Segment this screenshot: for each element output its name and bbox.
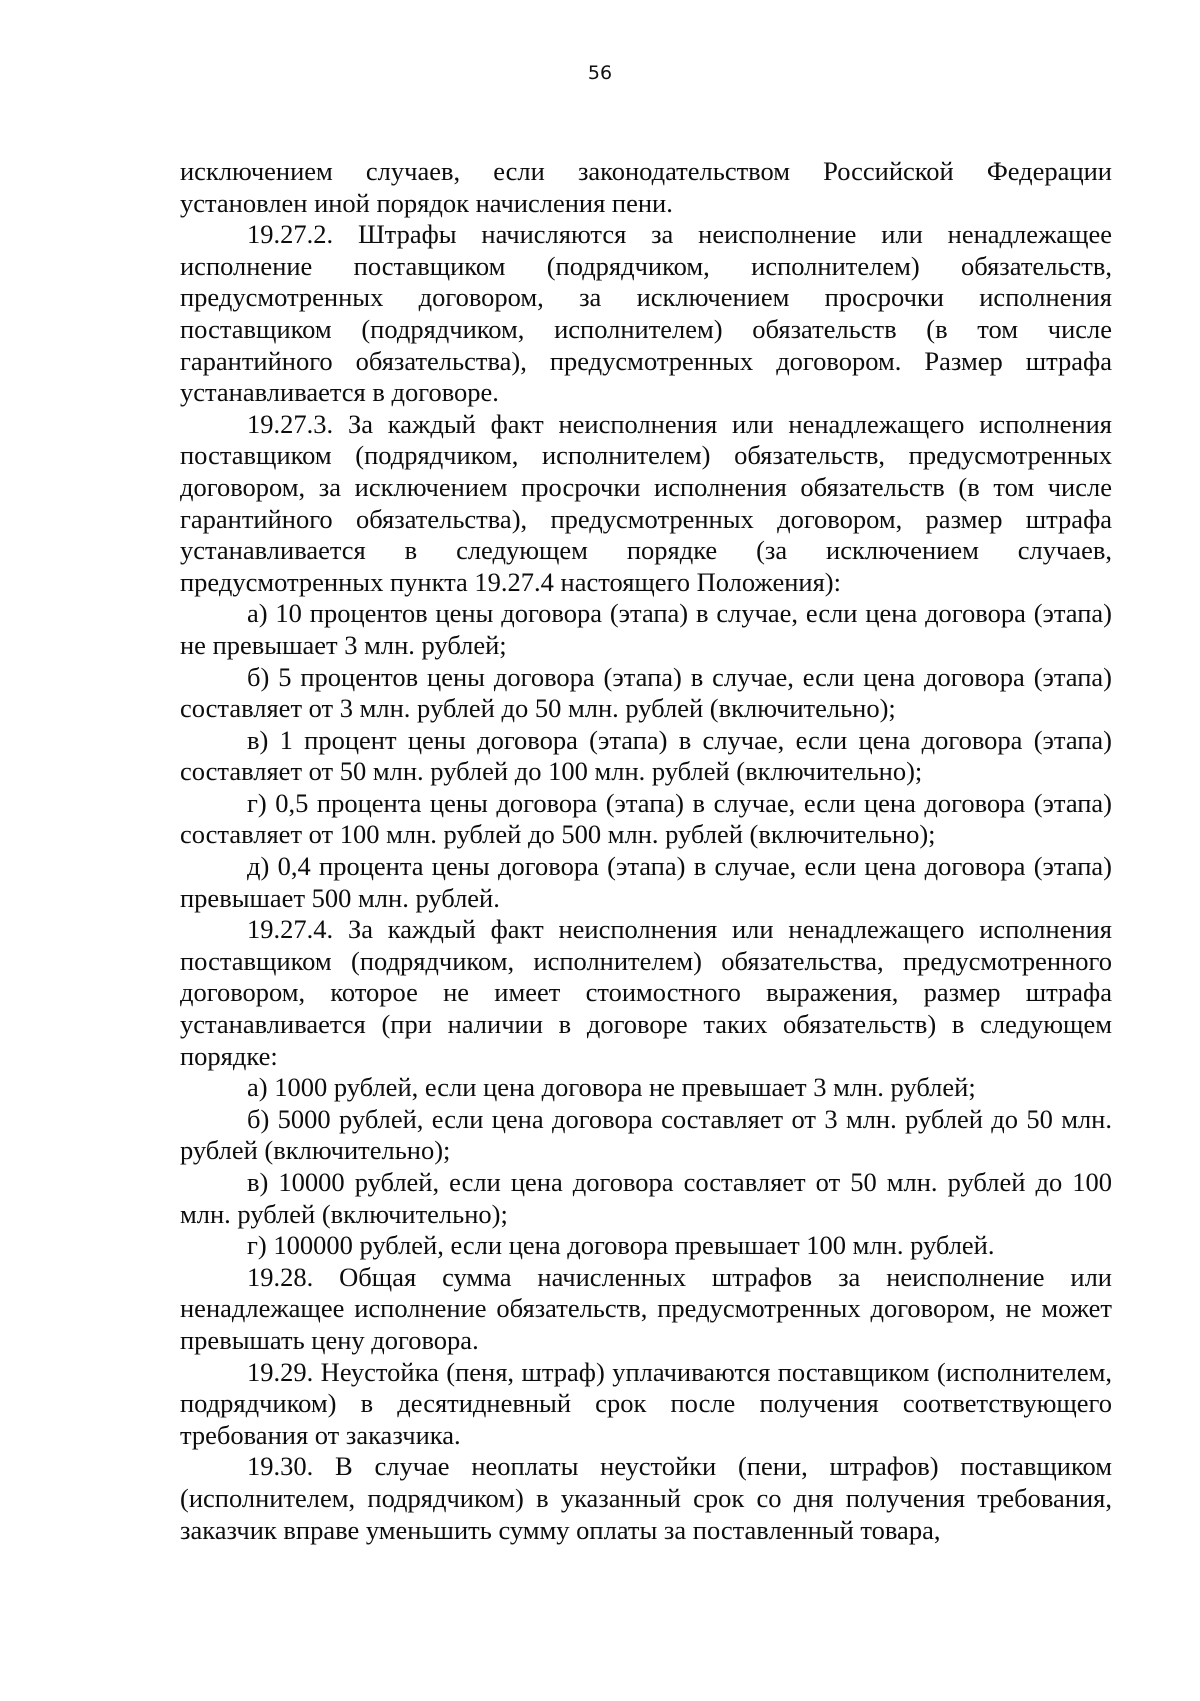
paragraph-19-30: 19.30. В случае неоплаты неустойки (пени, штрафов) поставщиком (исполнителем, подрядчиком) в указанный срок со дня получения требования, заказчик вправе уменьшить сумму оплаты за поставленный товара, [180, 1451, 1112, 1545]
document-body [180, 156, 1112, 1546]
list-item-b: б) 5 процентов цены договора (этапа) в случае, если цена договора (этапа) составляет от 3 млн. рублей до 50 млн. рублей (включительно); [180, 661, 1112, 724]
page-number: 56 [587, 62, 613, 84]
list-item-a: а) 10 процентов цены договора (этапа) в случае, если цена договора (этапа) не превышает 3 млн. рублей; [180, 598, 1112, 660]
paragraph-19-27-2: 19.27.2. Штрафы начисляются за неисполнение или ненадлежащее исполнение поставщиком (подрядчиком, исполнителем) обязательств, предусмотренных договором, за исключением просрочки исполнения поставщиком (подрядчиком, исполнителем) обязательств (в том числе гарантийного обязательства), предусмотренных договором. Размер штрафа устанавливается в договоре. [180, 219, 1112, 408]
paragraph-continuation: исключением случаев, если законодательством Российской Федерации установлен иной порядок начисления пени. [180, 156, 1112, 218]
paragraph-19-27-3: 19.27.3. За каждый факт неисполнения или ненадлежащего исполнения поставщиком (подрядчиком, исполнителем) обязательств, предусмотренных договором, за исключением просрочки исполнения обязательств (в том числе гарантийного обязательства), предусмотренных договором, размер штрафа устанавливается в следующем порядке (за исключением случаев, предусмотренных пункта 19.27.4 настоящего Положения): [180, 408, 1112, 597]
list-item-b: б) 5000 рублей, если цена договора составляет от 3 млн. рублей до 50 млн. рублей (включительно); [180, 1103, 1112, 1166]
list-item-v: в) 1 процент цены договора (этапа) в случае, если цена договора (этапа) составляет от 50 млн. рублей до 100 млн. рублей (включительно); [180, 724, 1112, 787]
paragraph-19-27-4: 19.27.4. За каждый факт неисполнения или ненадлежащего исполнения поставщиком (подрядчиком, исполнителем) обязательства, предусмотренного договором, которое не имеет стоимостного выражения, размер штрафа устанавливается (при наличии в договоре таких обязательств) в следующем порядке: [180, 914, 1112, 1071]
list-item-g: г) 100000 рублей, если цена договора превышает 100 млн. рублей. [247, 1230, 995, 1261]
paragraph-19-28: 19.28. Общая сумма начисленных штрафов за неисполнение или ненадлежащее исполнение обязательств, предусмотренных договором, не может превышать цену договора. [180, 1261, 1112, 1355]
list-item-a: а) 1000 рублей, если цена договора не превышает 3 млн. рублей; [247, 1072, 976, 1103]
list-item-g: г) 0,5 процента цены договора (этапа) в случае, если цена договора (этапа) составляет от 100 млн. рублей до 500 млн. рублей (включительно); [180, 787, 1112, 850]
list-item-v: в) 10000 рублей, если цена договора составляет от 50 млн. рублей до 100 млн. рублей (включительно); [180, 1167, 1112, 1229]
list-item-d: д) 0,4 процента цены договора (этапа) в случае, если цена договора (этапа) превышает 500 млн. рублей. [180, 851, 1112, 913]
paragraph-19-29: 19.29. Неустойка (пеня, штраф) уплачиваются поставщиком (исполнителем, подрядчиком) в десятидневный срок после получения соответствующего требования от заказчика. [180, 1356, 1112, 1450]
